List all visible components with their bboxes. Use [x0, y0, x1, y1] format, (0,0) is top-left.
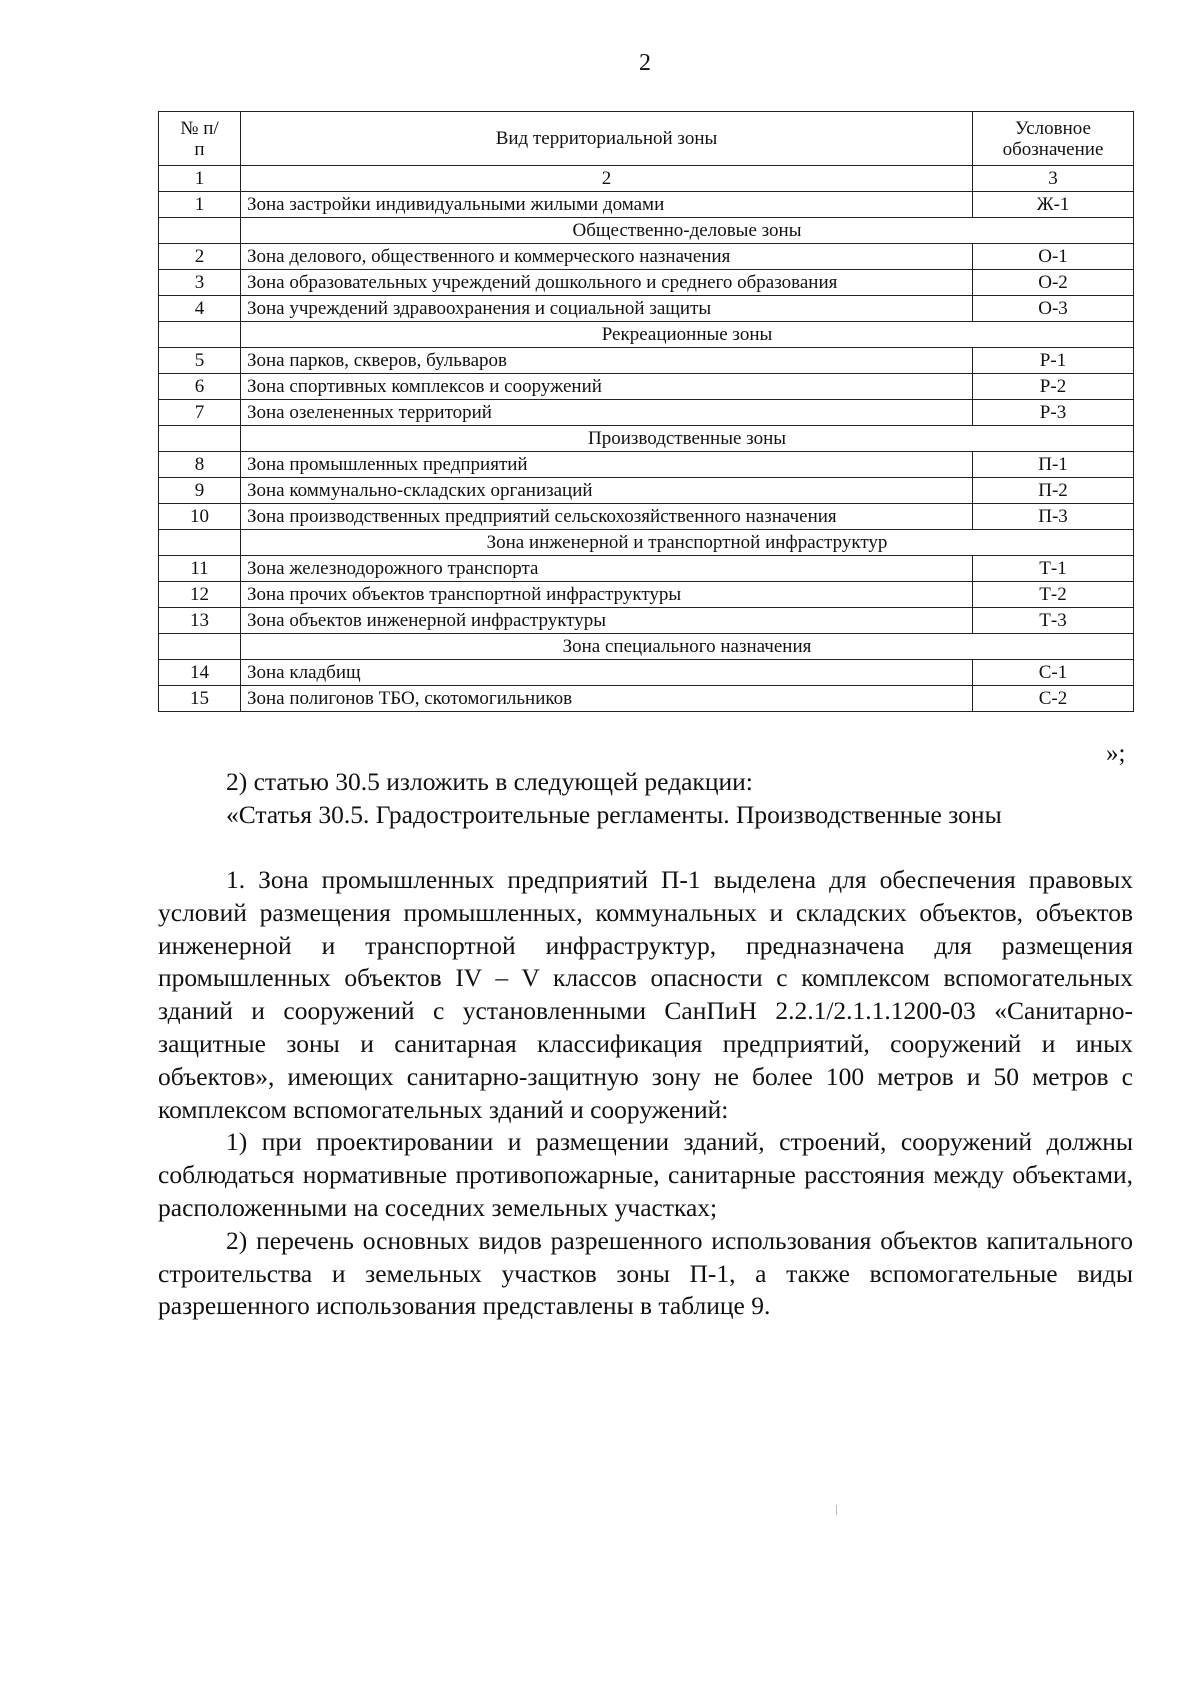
- zone-name: Зона прочих объектов транспортной инфраструктуры: [241, 582, 973, 608]
- table-row: [159, 608, 1134, 634]
- group-title: Рекреационные зоны: [241, 322, 1134, 348]
- paragraph-item-2: 2) перечень основных видов разрешенного использования объектов капитального строительства и земельных участков зоны П-1, а также вспомогательные виды разрешенного использования представлены в таблице 9.: [158, 1225, 1133, 1321]
- group-row: [159, 634, 1134, 660]
- table-row: [159, 556, 1134, 582]
- table-row: [159, 400, 1134, 426]
- amendment-intro: [158, 766, 1133, 832]
- zone-code: Т-3: [973, 608, 1134, 634]
- table-row: [159, 296, 1134, 322]
- row-number: 8: [159, 452, 241, 478]
- row-number: 4: [159, 296, 241, 322]
- table-row: [159, 686, 1134, 712]
- scan-mark: [836, 1505, 837, 1515]
- header-symbol-text: Условное обозначение: [1002, 117, 1104, 160]
- table-row: [159, 192, 1134, 218]
- index-row: [159, 166, 1134, 192]
- group-empty-cell: [159, 634, 241, 660]
- zone-code: С-2: [973, 686, 1134, 712]
- amendment-instruction: 2) статью 30.5 изложить в следующей редакции:: [226, 767, 753, 796]
- zone-name: Зона кладбищ: [241, 660, 973, 686]
- group-empty-cell: [159, 530, 241, 556]
- header-number-text: № п/п: [180, 117, 219, 160]
- zone-code: О-3: [973, 296, 1134, 322]
- zone-name: Зона спортивных комплексов и сооружений: [241, 374, 973, 400]
- table-row: [159, 660, 1134, 686]
- paragraph-zone-p1: 1. Зона промышленных предприятий П-1 выделена для обеспечения правовых условий размещения промышленных, коммунальных и складских объектов, объектов инженерной и транспортной инфраструктур, предназначена для размещения промышленных объектов IV – V классов опасности с комплексом вспомогательных зданий и сооружений с установленными СанПиН 2.2.1/2.1.1.1200-03 «Санитарно-защитные зоны и санитарная классификация предприятий, сооружений и иных объектов», имеющих санитарно-защитную зону не более 100 метров и 50 метров с комплексом вспомогательных зданий и сооружений:: [158, 865, 1133, 1124]
- zone-name: Зона застройки индивидуальными жилыми домами: [241, 192, 973, 218]
- table-row: [159, 244, 1134, 270]
- row-number: 6: [159, 374, 241, 400]
- zone-code: О-2: [973, 270, 1134, 296]
- group-empty-cell: [159, 426, 241, 452]
- zone-code: П-1: [973, 452, 1134, 478]
- table-row: [159, 348, 1134, 374]
- group-empty-cell: [159, 218, 241, 244]
- zone-code: Р-1: [973, 348, 1134, 374]
- row-number: 5: [159, 348, 241, 374]
- zone-code: С-1: [973, 660, 1134, 686]
- zone-name: Зона коммунально-складских организаций: [241, 478, 973, 504]
- zone-name: Зона промышленных предприятий: [241, 452, 973, 478]
- table-row: [159, 504, 1134, 530]
- table-row: [159, 452, 1134, 478]
- row-number: 2: [159, 244, 241, 270]
- group-title: Зона инженерной и транспортной инфраструктур: [241, 530, 1134, 556]
- zones-table-body: [159, 192, 1134, 712]
- index-cell-3: 3: [973, 166, 1134, 192]
- zone-name: Зона озелененных территорий: [241, 400, 973, 426]
- row-number: 1: [159, 192, 241, 218]
- row-number: 10: [159, 504, 241, 530]
- group-title: Общественно-деловые зоны: [241, 218, 1134, 244]
- group-row: [159, 530, 1134, 556]
- group-title: Зона специального назначения: [241, 634, 1134, 660]
- table-row: [159, 478, 1134, 504]
- zones-table: [158, 111, 1134, 712]
- zone-name: Зона железнодорожного транспорта: [241, 556, 973, 582]
- index-cell-1: 1: [159, 166, 241, 192]
- article-title: «Статья 30.5. Градостроительные регламенты. Производственные зоны: [226, 799, 1002, 829]
- row-number: 11: [159, 556, 241, 582]
- header-symbol: [973, 112, 1134, 166]
- header-row: [159, 112, 1134, 166]
- zone-code: Р-3: [973, 400, 1134, 426]
- paragraph-item-1: 1) при проектировании и размещении зданий, строений, сооружений должны соблюдаться нормативные противопожарные, санитарные расстояния между объектами, расположенными на соседних земельных участках;: [158, 1127, 1133, 1222]
- zone-name: Зона образовательных учреждений дошкольного и среднего образования: [241, 270, 973, 296]
- table-row: [159, 374, 1134, 400]
- page-number: 2: [639, 50, 651, 76]
- zone-name: Зона парков, скверов, бульваров: [241, 348, 973, 374]
- zones-table-header: [159, 112, 1134, 192]
- index-cell-2: 2: [241, 166, 973, 192]
- header-number: [159, 112, 241, 166]
- table-row: [159, 582, 1134, 608]
- group-row: [159, 322, 1134, 348]
- group-row: [159, 426, 1134, 452]
- zone-code: О-1: [973, 244, 1134, 270]
- zone-name: Зона полигонов ТБО, скотомогильников: [241, 686, 973, 712]
- row-number: 3: [159, 270, 241, 296]
- zone-code: Ж-1: [973, 192, 1134, 218]
- zone-code: Р-2: [973, 374, 1134, 400]
- row-number: 12: [159, 582, 241, 608]
- row-number: 14: [159, 660, 241, 686]
- group-empty-cell: [159, 322, 241, 348]
- zone-name: Зона учреждений здравоохранения и социальной защиты: [241, 296, 973, 322]
- table-row: [159, 270, 1134, 296]
- row-number: 13: [159, 608, 241, 634]
- zone-code: П-3: [973, 504, 1134, 530]
- row-number: 9: [159, 478, 241, 504]
- zone-name: Зона производственных предприятий сельскохозяйственного назначения: [241, 504, 973, 530]
- zone-name: Зона объектов инженерной инфраструктуры: [241, 608, 973, 634]
- closing-quote: »;: [1106, 740, 1126, 767]
- zone-code: Т-2: [973, 582, 1134, 608]
- group-row: [159, 218, 1134, 244]
- zone-code: П-2: [973, 478, 1134, 504]
- article-body: [158, 864, 1133, 1323]
- row-number: 15: [159, 686, 241, 712]
- zone-code: Т-1: [973, 556, 1134, 582]
- row-number: 7: [159, 400, 241, 426]
- zone-name: Зона делового, общественного и коммерческого назначения: [241, 244, 973, 270]
- header-zone-type: Вид территориальной зоны: [241, 112, 973, 166]
- group-title: Производственные зоны: [241, 426, 1134, 452]
